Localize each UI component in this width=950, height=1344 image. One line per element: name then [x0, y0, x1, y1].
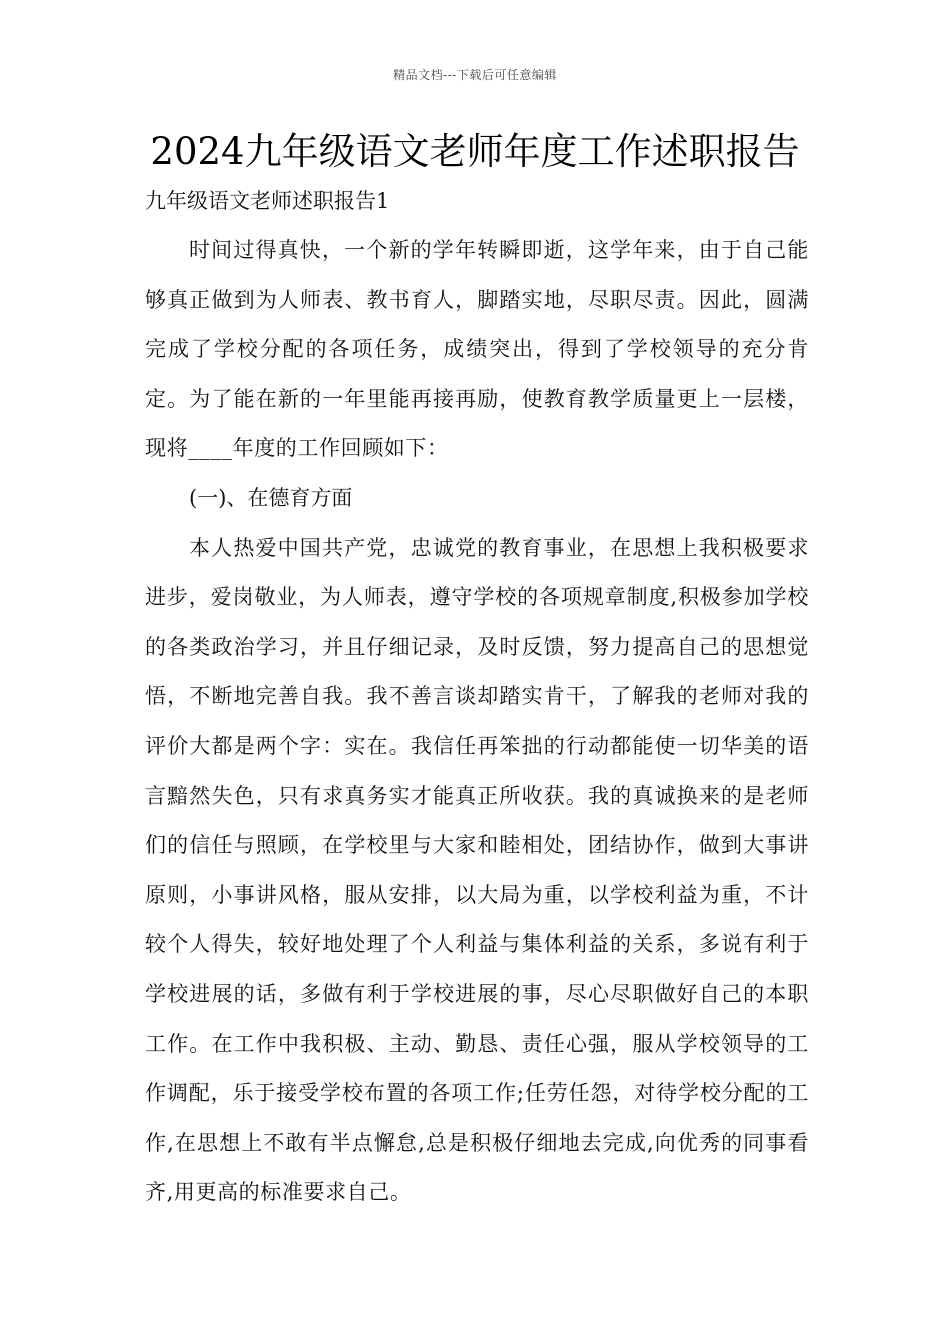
document-title: 2024九年级语文老师年度工作述职报告: [150, 130, 800, 173]
paragraph-moral-education: 本人热爱中国共产党，忠诚党的教育事业，在思想上我积极要求进步，爱岗敬业，为人师表，遵守学校的各项规章制度,积极参加学校的各类政治学习，并且仔细记录，及时反馈，努力提高自己的思想觉悟，不断地完善自我。我不善言谈却踏实肯干，了解我的老师对我的评价大都是两个字：实在。我信任再笨拙的行动都能使一切华美的语言黯然失色，只有求真务实才能真正所收获。我的真诚换来的是老师们的信任与照顾，在学校里与大家和睦相处，团结协作，做到大事讲原则，小事讲风格，服从安排，以大局为重，以学校利益为重，不计较个人得失，较好地处理了个人利益与集体利益的关系，多说有利于学校进展的话，多做有利于学校进展的事，尽心尽职做好自己的本职工作。在工作中我积极、主动、勤恳、责任心强，服从学校领导的工作调配，乐于接受学校布置的各项工作;任劳任怨，对待学校分配的工作,在思想上不敢有半点懈怠,总是积极仔细地去完成,向优秀的同事看齐,用更高的标准要求自己。: [145, 535, 809, 1205]
section-heading-moral-education: (一)、在德育方面: [189, 485, 353, 510]
paragraph-intro: 时间过得真快，一个新的学年转瞬即逝，这学年来，由于自己能够真正做到为人师表、教书育人，脚踏实地，尽职尽责。因此，圆满完成了学校分配的各项任务，成绩突出，得到了学校领导的充分肯定。为了能在新的一年里能再接再励，使教育教学质量更上一层楼，现将____年度的工作回顾如下：: [145, 238, 809, 461]
document-subtitle: 九年级语文老师述职报告1: [145, 189, 390, 213]
document-body: [145, 226, 809, 1218]
header-note: 精品文档---下载后可任意编辑: [393, 68, 557, 82]
